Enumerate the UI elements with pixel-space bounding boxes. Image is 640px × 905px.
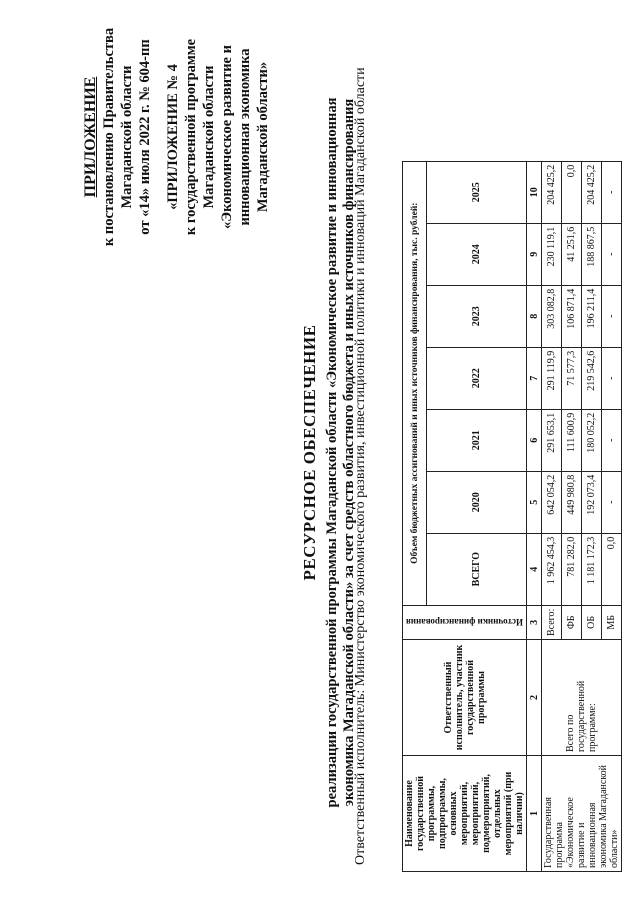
value-cell: 0,0 — [602, 533, 622, 605]
value-cell: 41 251,6 — [562, 223, 582, 285]
value-cell: 204 425,2 — [582, 161, 602, 223]
header-line: от «14» июля 2022 г. № 604-пп — [137, 39, 153, 235]
source-cell: ОБ — [582, 605, 602, 639]
value-cell: - — [602, 223, 622, 285]
value-cell: 111 600,9 — [562, 409, 582, 471]
value-cell: 192 073,4 — [582, 471, 602, 533]
document-title — [300, 10, 358, 895]
value-cell: 303 082,8 — [542, 285, 562, 347]
header-line: Магаданской области — [119, 65, 135, 209]
value-cell: 0,0 — [562, 161, 582, 223]
header-year: 2025 — [427, 161, 527, 223]
header-year: 2024 — [427, 223, 527, 285]
value-cell: - — [602, 285, 622, 347]
column-number: 4 — [527, 533, 542, 605]
value-cell: 230 119,1 — [542, 223, 562, 285]
value-cell: 642 054,2 — [542, 471, 562, 533]
value-cell: - — [602, 161, 622, 223]
column-number: 2 — [527, 640, 542, 756]
value-cell: 188 867,5 — [582, 223, 602, 285]
value-cell: 219 542,6 — [582, 347, 602, 409]
header-line: инновационная экономика — [237, 48, 253, 226]
header-year: 2021 — [427, 409, 527, 471]
source-cell: МБ — [602, 605, 622, 639]
source-cell: ФБ — [562, 605, 582, 639]
responsible-executor: Ответственный исполнитель: Министерство экономического развития, инвестиционной политики и инноваций Магаданской области — [353, 67, 368, 865]
column-number: 6 — [527, 409, 542, 471]
value-cell: 196 211,4 — [582, 285, 602, 347]
resource-table — [402, 161, 622, 872]
value-cell: - — [602, 347, 622, 409]
table-row — [542, 161, 562, 871]
value-cell: 1 181 172,3 — [582, 533, 602, 605]
header-year: 2020 — [427, 471, 527, 533]
header-total: ВСЕГО — [427, 533, 527, 605]
header-executor: Ответственный исполнитель, участник государственной программы — [403, 640, 527, 756]
appendix-header — [82, 17, 272, 257]
column-number: 9 — [527, 223, 542, 285]
header-line: «ПРИЛОЖЕНИЕ № 4 — [165, 64, 181, 210]
value-cell: 1 962 454,3 — [542, 533, 562, 605]
column-number: 8 — [527, 285, 542, 347]
header-volume-group: Объем бюджетных ассигнований и иных источников финансирования, тыс. рублей: — [403, 161, 427, 605]
value-cell: - — [602, 409, 622, 471]
header-line: Магаданской области» — [255, 61, 271, 213]
value-cell: 449 980,8 — [562, 471, 582, 533]
value-cell: 204 425,2 — [542, 161, 562, 223]
column-number: 1 — [527, 756, 542, 872]
header-line: Магаданской области — [201, 65, 217, 209]
header-source: Источники финансирования — [406, 617, 523, 628]
header-source-cell — [403, 605, 527, 639]
value-cell: 180 052,2 — [582, 409, 602, 471]
column-number: 7 — [527, 347, 542, 409]
appendix-title: ПРИЛОЖЕНИЕ — [82, 76, 99, 198]
column-number: 3 — [527, 605, 542, 639]
title-heading: РЕСУРСНОЕ ОБЕСПЕЧЕНИЕ — [300, 324, 319, 581]
header-year: 2023 — [427, 285, 527, 347]
column-number: 10 — [527, 161, 542, 223]
column-number: 5 — [527, 471, 542, 533]
title-line: реализации государственной программы Магаданской области «Экономическое развитие и инновационная — [324, 97, 340, 808]
header-line: «Экономическое развитие и — [219, 45, 235, 229]
value-cell: - — [602, 471, 622, 533]
header-line: к государственной программе — [183, 38, 199, 236]
header-year: 2022 — [427, 347, 527, 409]
value-cell: 781 282,0 — [562, 533, 582, 605]
source-cell: Всего: — [542, 605, 562, 639]
program-name-cell: Государственная программа «Экономическое развитие и инновационная экономика Магаданской области» — [542, 756, 622, 872]
header-program-name: Наименование государственной программы, подпрограммы, основных мероприятий, мероприятий, подмероприятий, отдельных мероприятий (при наличии) — [403, 756, 527, 872]
header-line: к постановлению Правительства — [101, 27, 117, 247]
value-cell: 71 577,3 — [562, 347, 582, 409]
title-line: экономика Магаданской области» за счет средств областного бюджета и иных источников финансирования — [341, 98, 357, 807]
value-cell: 291 653,1 — [542, 409, 562, 471]
value-cell: 291 119,9 — [542, 347, 562, 409]
value-cell: 106 871,4 — [562, 285, 582, 347]
executor-cell: Всего по государственной программе: — [542, 640, 622, 756]
